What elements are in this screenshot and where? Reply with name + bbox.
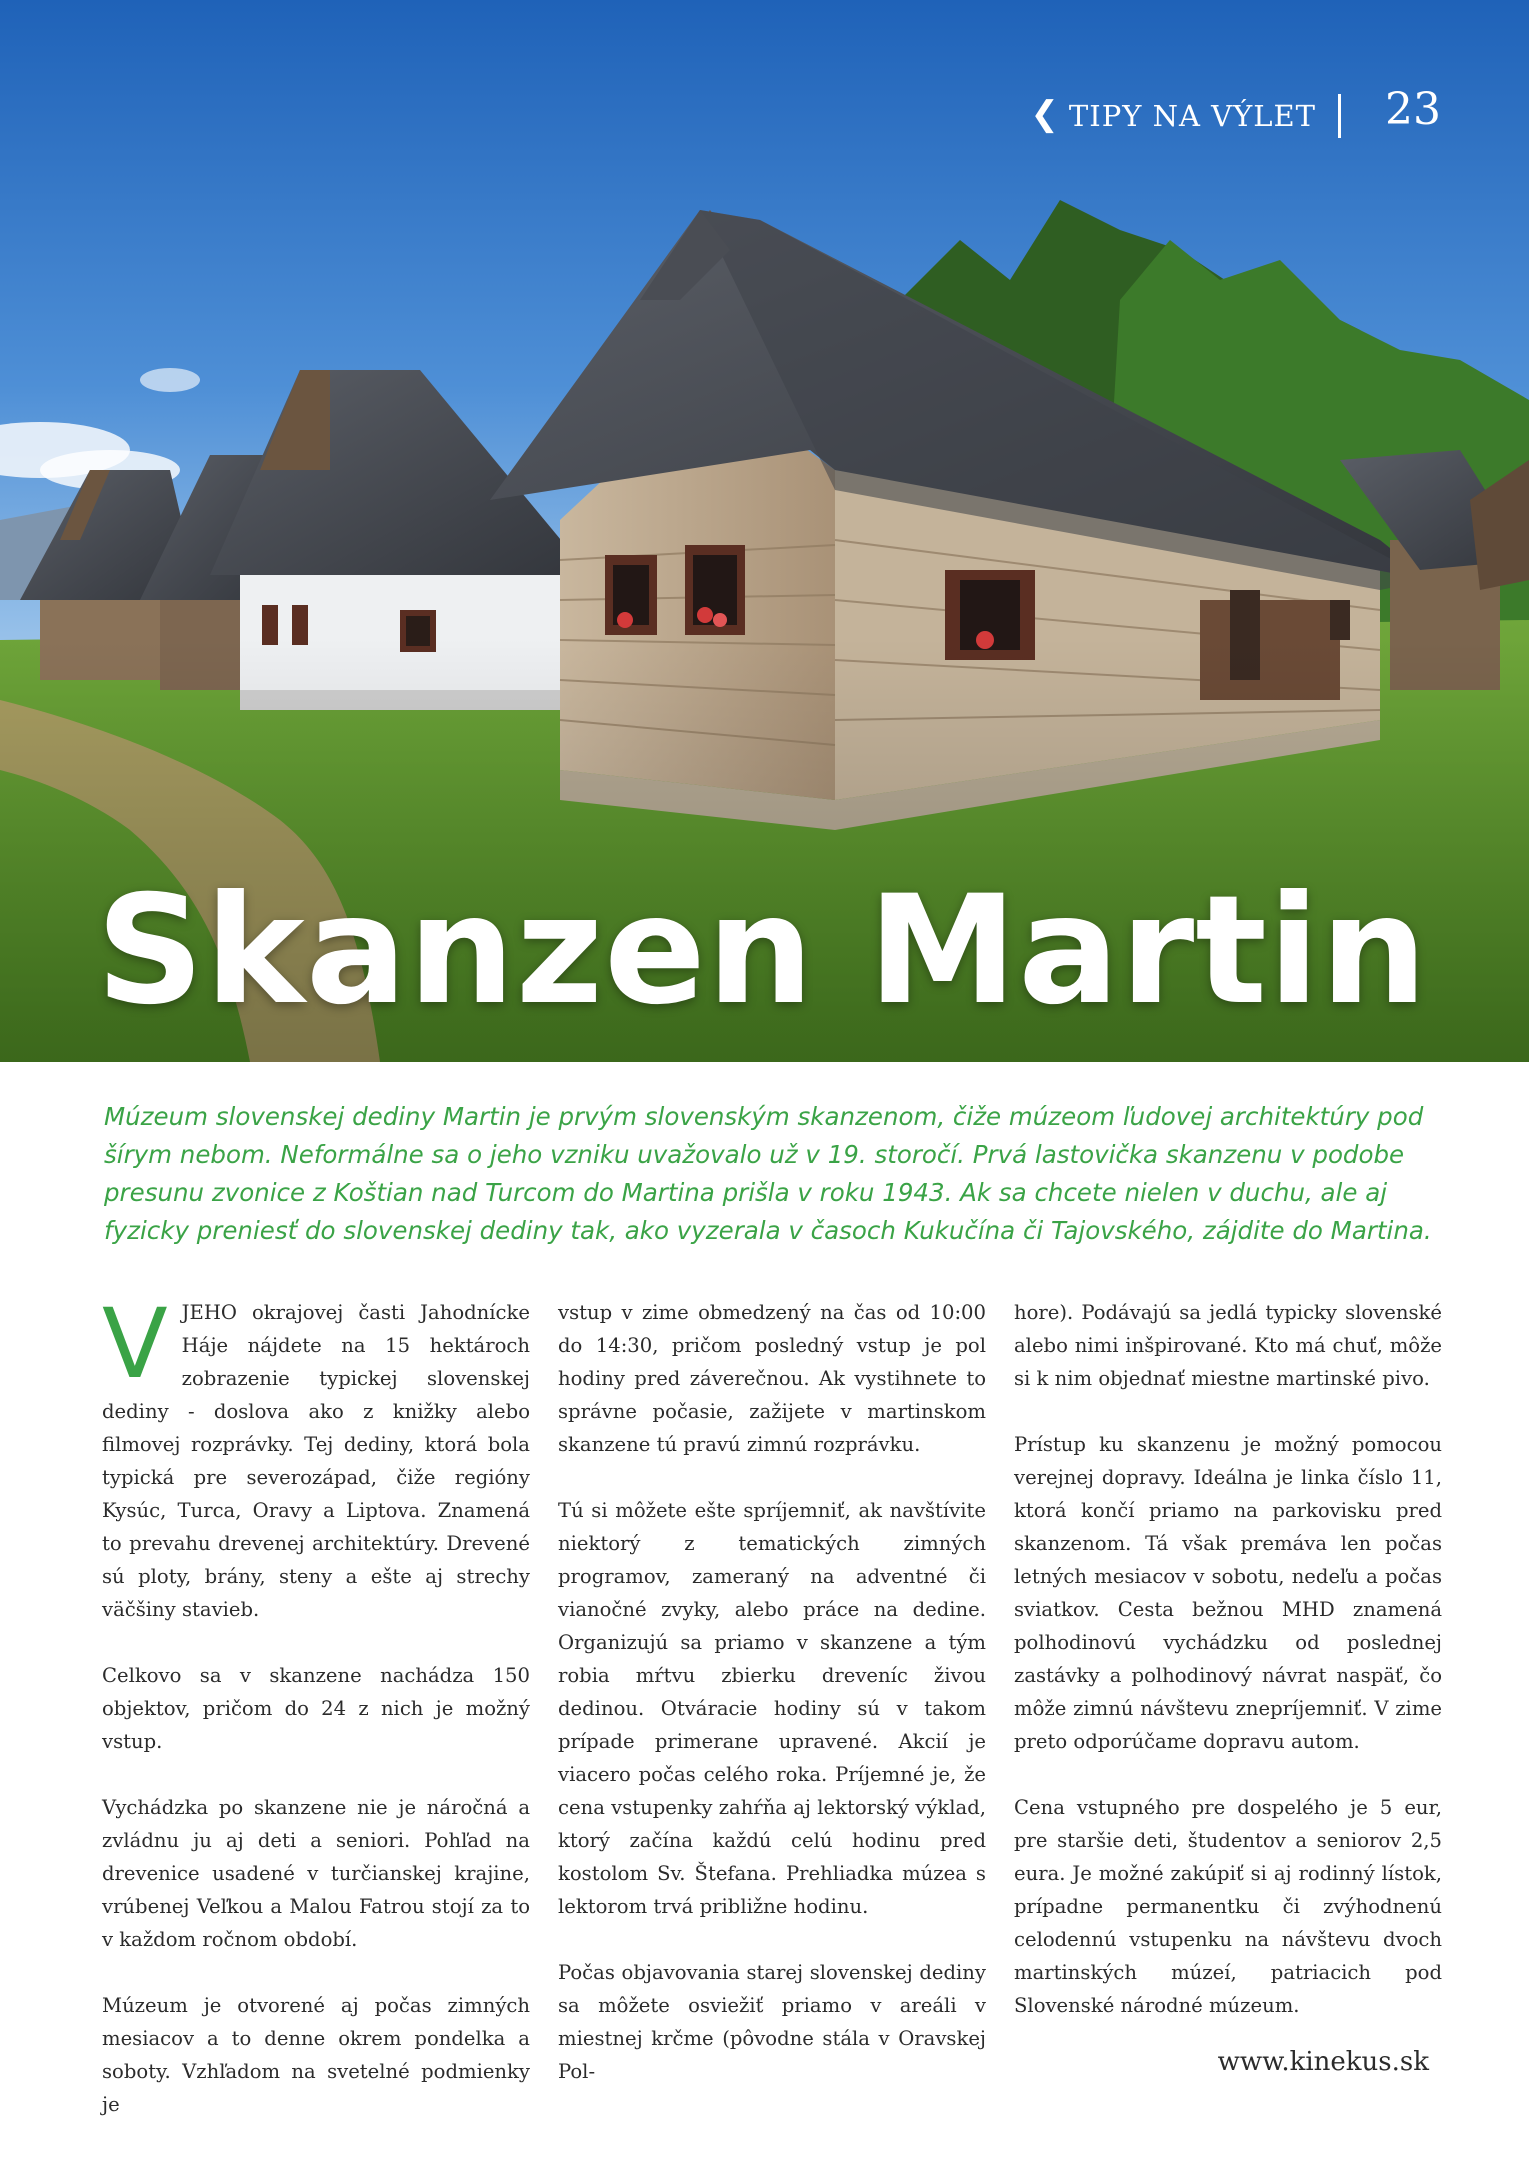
paragraph-text: JEHO okrajovej časti Jahodnícke Háje nájdete na 15 hektároch zobrazenie typickej slovenskej dediny - doslova ako z knižky alebo filmovej rozprávky. Tej dediny, ktorá bola typická pre severozápad, čiže regióny Kysúc, Turca, Oravy a Liptova. Znamená to prevahu drevenej architektúry. Drevené sú ploty, brány, steny a ešte aj strechy väčšiny stavieb. (102, 1301, 530, 1621)
lead-paragraph: Múzeum slovenskej dediny Martin je prvým slovenským skanzenom, čiže múzeom ľudovej architektúry pod šírym nebom. Neformálne sa o jeho vzniku uvažovalo už v 19. storočí. Prvá lastovička skanzenu v podobe presunu zvonice z Koštian nad Turcom do Martina prišla v roku 1943. Ak sa chcete nielen v duchu, ale aj fyzicky preniesť do slovenskej dediny tak, ako vyzerala v časoch Kukučína či Tajovského, zájdite do Martina. (104, 1102, 1432, 1245)
paragraph: Celkovo sa v skanzene nachádza 150 objektov, pričom do 24 z nich je možný vstup. (102, 1664, 530, 1753)
article-title: Skanzen Martin (96, 864, 1429, 1038)
header-divider (1338, 94, 1341, 138)
body-column-3 (1014, 1296, 1442, 2055)
paragraph: Vychádzka po skanzene nie je náročná a zvládnu ju aj deti a seniori. Pohľad na drevenice usadené v turčianskej krajine, vrúbenej Veľkou a Malou Fatrou stojí za to v každom ročnom období. (102, 1796, 530, 1951)
drop-cap: V (102, 1288, 168, 1400)
chevron-left-icon: ❮ (1030, 94, 1059, 134)
paragraph: Prístup ku skanzenu je možný pomocou verejnej dopravy. Ideálna je linka číslo 11, ktorá končí priamo na parkovisku pred skanzenom. Tá však premáva len počas letných mesiacov v sobotu, nedeľu a počas sviatkov. Cesta bežnou MHD znamená polhodinovú vychádzku od poslednej zastávky a polhodinový návrat naspäť, čo môže zimnú návštevu znepríjemniť. V zime preto odporúčame dopravu autom. (1014, 1433, 1442, 1753)
section-label: TIPY NA VÝLET (1068, 99, 1316, 133)
paragraph: Počas objavovania starej slovenskej dediny sa môžete osviežiť priamo v areáli v miestnej krčme (pôvodne stála v Oravskej Pol- (558, 1961, 986, 2083)
page-number: 23 (1385, 84, 1441, 135)
body-column-2 (558, 1296, 986, 2121)
body-column-1 (102, 1288, 530, 2154)
hero-photo (0, 0, 1529, 1062)
paragraph: Múzeum je otvorené aj počas zimných mesiacov a to denne okrem pondelka a soboty. Vzhľadom na svetelné podmienky je (102, 1994, 530, 2116)
footer-website-link[interactable]: www.kinekus.sk (1217, 2047, 1429, 2077)
paragraph: Cena vstupného pre dospelého je 5 eur, pre staršie deti, študentov a seniorov 2,5 eura. Je možné zakúpiť si aj rodinný lístok, prípadne permanentku či zvýhodnenú celodennú vstupenku na návštevu dvoch martinských múzeí, patriacich pod Slovenské národné múzeum. (1014, 1796, 1442, 2017)
paragraph (102, 1288, 530, 1626)
paragraph: hore). Podávajú sa jedlá typicky slovenské alebo nimi inšpirované. Kto má chuť, môže si k nim objednať miestne martinské pivo. (1014, 1301, 1442, 1390)
paragraph: vstup v zime obmedzený na čas od 10:00 do 14:30, pričom posledný vstup je pol hodiny pred záverečnou. Ak vystihnete to správne počasie, zažijete v martinskom skanzene tú pravú zimnú rozprávku. (558, 1301, 986, 1456)
section-header (1030, 94, 1353, 138)
paragraph: Tú si môžete ešte spríjemniť, ak navštívite niektorý z tematických zimných programov, zameraný na adventné či vianočné zvyky, alebo práce na dedine. Organizujú sa priamo v skanzene a tým robia mŕtvu zbierku dreveníc živou dedinou. Otváracie hodiny sú v takom prípade primerane upravené. Akcií je viacero počas celého roka. Príjemné je, že cena vstupenky zahŕňa aj lektorský výklad, ktorý začína každú celú hodinu pred kostolom Sv. Štefana. Prehliadka múzea s lektorom trvá približne hodinu. (558, 1499, 986, 1918)
